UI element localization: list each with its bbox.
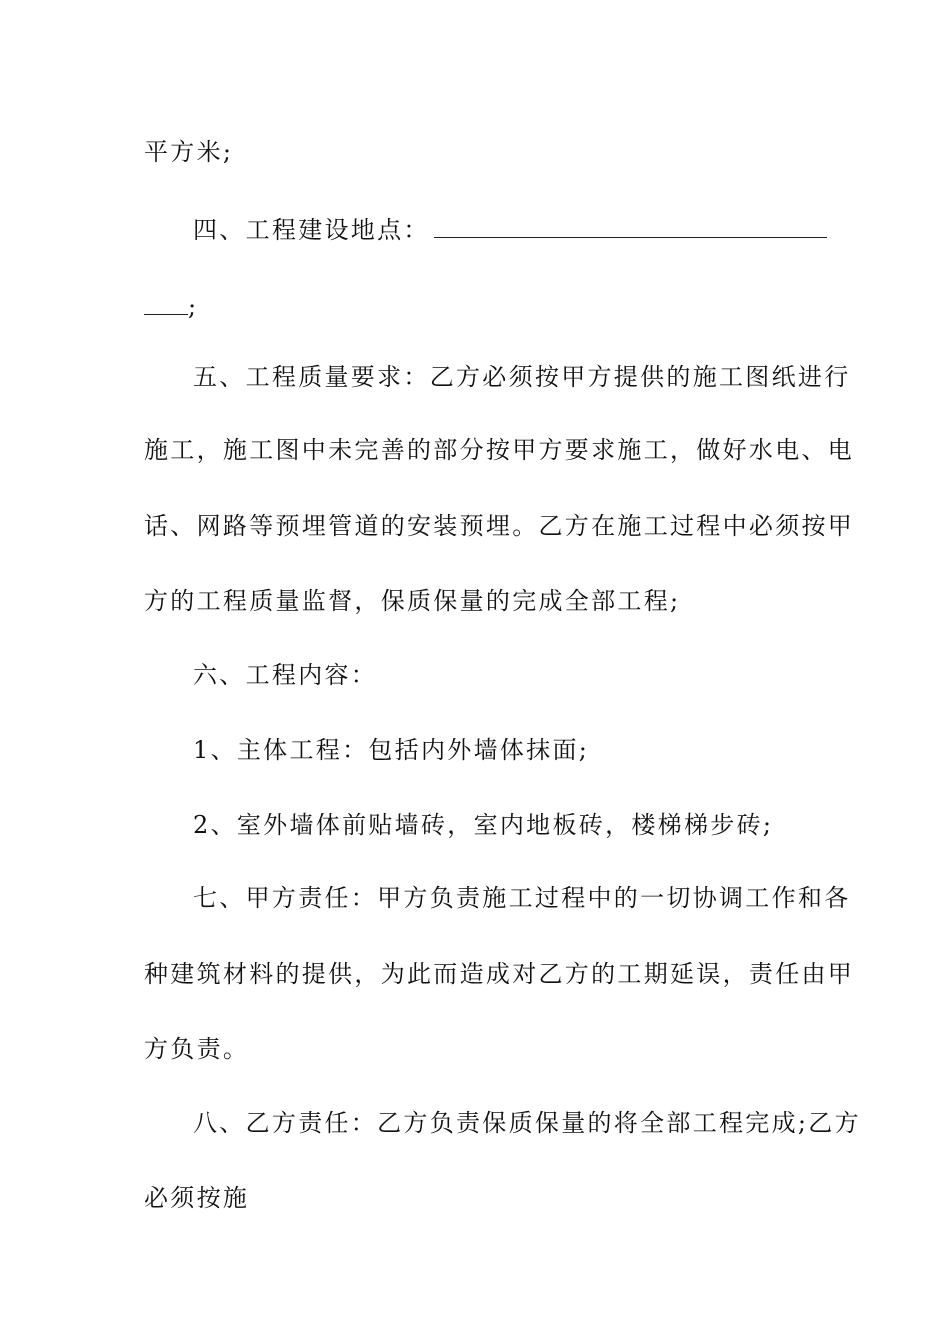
quality-requirements-line-3: 话、网路等预埋管道的安装预埋。乙方在施工过程中必须按甲 bbox=[144, 512, 855, 540]
project-content-item-2: 2、室外墙体前贴墙砖，室内地板砖，楼梯梯步砖; bbox=[193, 811, 774, 839]
construction-site-label: 四、工程建设地点： bbox=[193, 216, 430, 244]
quality-requirements-line-4: 方的工程质量监督，保质保量的完成全部工程; bbox=[144, 587, 681, 615]
construction-site-terminator: ; bbox=[188, 293, 199, 321]
party-a-responsibility-line-2: 种建筑材料的提供，为此而造成对乙方的工期延误，责任由甲 bbox=[144, 960, 855, 988]
project-content-heading: 六、工程内容： bbox=[193, 661, 378, 689]
party-a-responsibility-line-3: 方负责。 bbox=[144, 1035, 250, 1063]
project-content-item-1: 1、主体工程：包括内外墙体抹面; bbox=[193, 736, 590, 764]
quality-requirements-line-1: 五、工程质量要求：乙方必须按甲方提供的施工图纸进行 bbox=[193, 363, 851, 391]
party-b-responsibility-line-2: 必须按施 bbox=[144, 1184, 250, 1212]
quality-requirements-line-2: 施工，施工图中未完善的部分按甲方要求施工，做好水电、电 bbox=[144, 436, 855, 464]
party-b-responsibility-line-1: 八、乙方责任：乙方负责保质保量的将全部工程完成;乙方 bbox=[193, 1109, 861, 1137]
party-a-responsibility-line-1: 七、甲方责任：甲方负责施工过程中的一切协调工作和各 bbox=[193, 884, 851, 912]
construction-site-line-continued bbox=[144, 290, 809, 323]
construction-site-blank-continued[interactable] bbox=[144, 290, 188, 315]
construction-site-line bbox=[193, 213, 809, 246]
construction-site-blank[interactable] bbox=[434, 213, 827, 238]
text-line-1: 平方米; bbox=[144, 138, 234, 166]
